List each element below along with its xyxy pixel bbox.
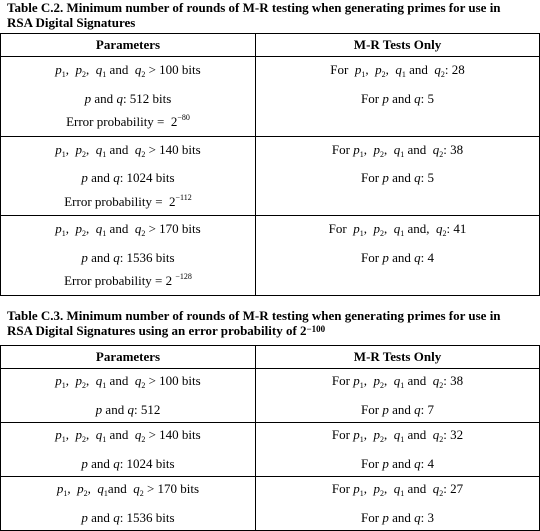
tests-value: : 38 xyxy=(443,141,464,157)
parameters-cell xyxy=(1,477,256,531)
tests-line: For $p_1$, $p_2$, $q_1$ and $q_2$: 28 xyxy=(330,62,465,79)
tests-line: For $p_1$, $p_2$, $q_1$ and $q_2$: 38 xyxy=(331,373,464,390)
pq-tests-line: For p and q: 5 xyxy=(361,90,434,106)
caption-exponent: −100 xyxy=(306,324,326,334)
param-bits: > 140 bits xyxy=(148,141,201,157)
tests-value: : 28 xyxy=(444,62,465,77)
pq-value: : 1024 bits xyxy=(119,170,175,185)
error-probability-line: Error probability = $2^{-112}$ xyxy=(64,192,192,209)
pq-line: p and q: 512 xyxy=(95,402,161,417)
table-row xyxy=(1,477,540,531)
error-probability-line: Error probability = 2 $^{-128}$ xyxy=(64,272,192,288)
param-bits: > 170 bits xyxy=(146,481,200,496)
param-bits-line: $p_1$, $p_2$, $q_1$ and $q_2 > 140$ bits xyxy=(55,141,201,159)
param-bits-line: $p_1$, $p_2$, $q_1$ and $q_2 > 170$ bits xyxy=(55,221,201,238)
pq-line: p and q: 1536 bits xyxy=(81,510,175,525)
tests-cell xyxy=(256,57,540,137)
pq-tests-line: For p and q: 3 xyxy=(361,510,434,525)
pq-value: : 1536 bits xyxy=(119,249,175,265)
pq-line: p and q: 512 bits xyxy=(84,90,172,106)
table-c2-caption xyxy=(7,0,540,30)
tests-value: : 27 xyxy=(443,481,464,496)
parameters-cell xyxy=(1,136,256,216)
table-row xyxy=(1,57,540,137)
tests-cell xyxy=(256,136,540,216)
pq-line: p and q: 1536 bits xyxy=(81,249,175,265)
param-bits: > 140 bits xyxy=(148,427,201,442)
param-bits-line: $p_1$, $p_2$, $q_1$ and $q_2 > 100$ bits xyxy=(55,62,201,79)
table-row xyxy=(1,216,540,296)
table-c2-caption-line1: Table C.2. Minimum number of rounds of M-R testing when generating primes for use in xyxy=(7,0,501,15)
pq-tests-line: For p and q: 5 xyxy=(361,170,434,185)
parameters-cell xyxy=(1,216,256,296)
param-bits: > 100 bits xyxy=(148,373,201,388)
table-row xyxy=(1,369,540,423)
tests-header: M-R Tests Only xyxy=(256,346,540,369)
table-header-row xyxy=(1,34,540,57)
table-row xyxy=(1,136,540,216)
table-c2 xyxy=(0,33,540,296)
tests-line: For $p_1$, $p_2$, $q_1$ and $q_2$: 38 xyxy=(331,141,464,159)
tests-line: For $p_1$, $p_2$, $q_1$ and, $q_2$: 41 xyxy=(328,221,467,238)
param-bits: > 100 bits xyxy=(148,62,201,77)
table-header-row xyxy=(1,346,540,369)
param-bits-line: $p_1$, $p_2$, $q_1$ and $q_2 > 140$ bits xyxy=(55,427,201,444)
pq-value: : 1536 bits xyxy=(119,510,175,525)
parameters-header: Parameters xyxy=(1,346,256,369)
table-c2-caption-line2: RSA Digital Signatures xyxy=(7,15,136,30)
tests-header: M-R Tests Only xyxy=(256,34,540,57)
pq-value: : 1024 bits xyxy=(119,456,175,471)
param-bits-line: $p_1$, $p_2$, $q_1and$ $q_2 > 170$ bits xyxy=(56,481,200,498)
pq-value: : 512 xyxy=(133,402,161,417)
pq-tests-line: For p and q: 7 xyxy=(361,402,434,417)
tests-cell xyxy=(256,369,540,423)
tests-cell xyxy=(256,216,540,296)
table-c3-caption-line2: RSA Digital Signatures using an error probability of $2^{-100}$ xyxy=(7,323,326,338)
pq-tests-line: For p and q: 4 xyxy=(361,249,434,265)
error-probability-line: Error probability = $2^{-80}$ xyxy=(66,113,190,129)
parameters-cell xyxy=(1,423,256,477)
parameters-cell xyxy=(1,369,256,423)
table-row xyxy=(1,423,540,477)
param-bits: > 170 bits xyxy=(148,221,201,236)
pq-tests-line: For p and q: 4 xyxy=(361,456,434,471)
tests-value: : 32 xyxy=(443,427,464,442)
table-c3-caption-line1: Table C.3. Minimum number of rounds of M-R testing when generating primes for use in xyxy=(7,308,501,323)
param-bits-line: $p_1$, $p_2$, $q_1$ and $q_2 > 100$ bits xyxy=(55,373,201,390)
tests-cell xyxy=(256,423,540,477)
tests-line: For $p_1$, $p_2$, $q_1$ and $q_2$: 32 xyxy=(331,427,464,444)
parameters-cell xyxy=(1,57,256,137)
tests-value: : 38 xyxy=(443,373,464,388)
parameters-header: Parameters xyxy=(1,34,256,57)
pq-line: p and q: 1024 bits xyxy=(81,170,175,185)
table-c3-caption xyxy=(7,308,540,338)
tests-line: For $p_1$, $p_2$, $q_1$ and $q_2$: 27 xyxy=(331,481,464,498)
pq-value: : 512 bits xyxy=(122,90,172,106)
tests-value: : 41 xyxy=(446,221,467,236)
tests-cell xyxy=(256,477,540,531)
pq-line: p and q: 1024 bits xyxy=(81,456,175,471)
table-c3 xyxy=(0,345,540,531)
